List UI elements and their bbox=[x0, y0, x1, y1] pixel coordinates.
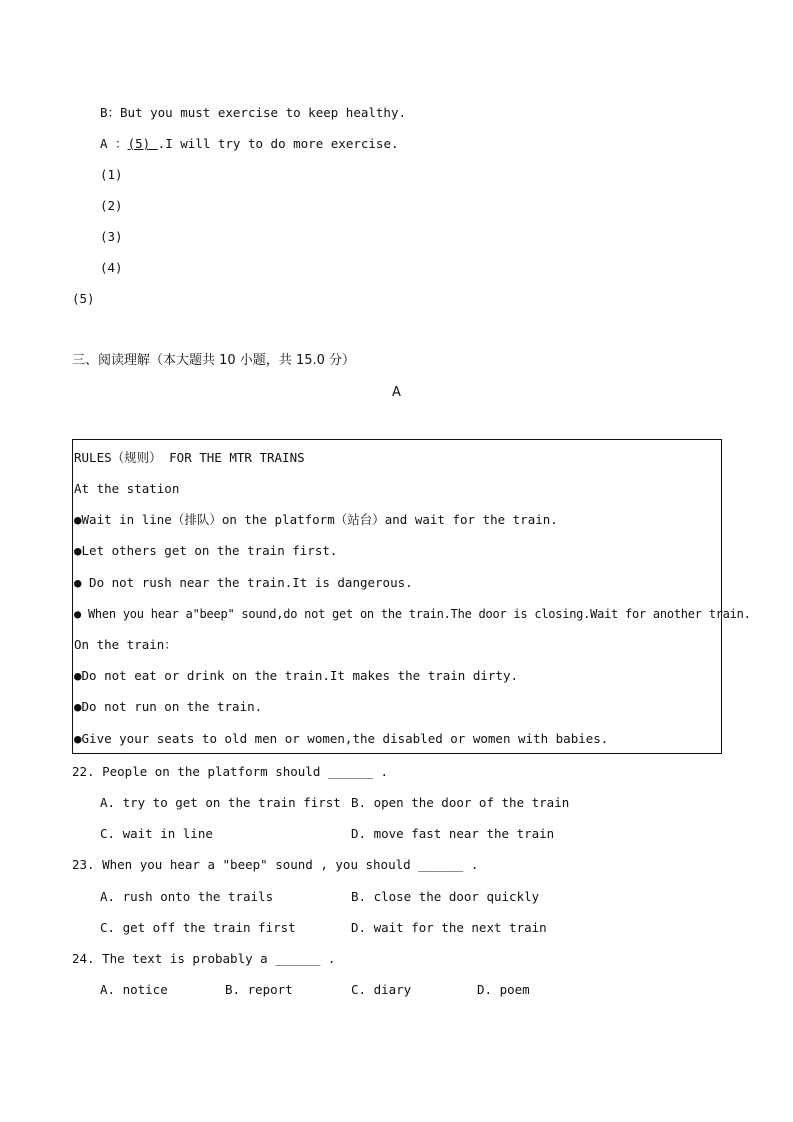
question-22-option-d: D. move fast near the train bbox=[351, 826, 555, 841]
train-rule: ●Do not run on the train. bbox=[74, 699, 263, 714]
question-23-option-a: A. rush onto the trails bbox=[100, 889, 274, 904]
station-rule: ●Let others get on the train first. bbox=[74, 543, 338, 558]
question-24-option-d: D. poem bbox=[477, 982, 530, 997]
dialogue-line-b: B：But you must exercise to keep healthy. bbox=[100, 105, 406, 120]
rules-box bbox=[72, 439, 751, 754]
answer-slot-5: (5) bbox=[72, 291, 95, 306]
section-heading: 三、阅读理解（本大题共 10 小题，共 15.0 分） bbox=[72, 353, 356, 368]
answer-slot-2: (2) bbox=[100, 198, 123, 213]
dialogue-line-a bbox=[100, 136, 399, 152]
dialogue-line-a-text: .I will try to do more exercise. bbox=[157, 136, 399, 151]
question-22-option-c: C. wait in line bbox=[100, 826, 213, 841]
train-heading: On the train： bbox=[74, 637, 177, 652]
question-23-option-d: D. wait for the next train bbox=[351, 920, 547, 935]
question-23-stem: 23. When you hear a "beep" sound , you should ______ . bbox=[72, 857, 479, 872]
question-23-option-c: C. get off the train first bbox=[100, 920, 296, 935]
station-heading: At the station bbox=[74, 481, 180, 496]
train-rule: ●Do not eat or drink on the train.It makes the train dirty. bbox=[74, 668, 519, 683]
question-24-option-b: B. report bbox=[225, 982, 293, 997]
question-22-option-b: B. open the door of the train bbox=[351, 795, 570, 810]
question-22-option-a: A. try to get on the train first bbox=[100, 795, 341, 810]
question-24-option-c: C. diary bbox=[351, 982, 412, 997]
answer-slot-4: (4) bbox=[100, 260, 123, 275]
station-rule: ●Wait in line（排队）on the platform（站台）and wait for the train. bbox=[74, 512, 558, 527]
dialogue-blank-5: (5) bbox=[127, 136, 158, 151]
answer-slot-1: (1) bbox=[100, 167, 123, 182]
rules-title: RULES（规则） FOR THE MTR TRAINS bbox=[74, 450, 305, 465]
question-23-option-b: B. close the door quickly bbox=[351, 889, 540, 904]
train-rule: ●Give your seats to old men or women,the disabled or women with babies. bbox=[74, 731, 609, 746]
dialogue-line-a-speaker: A ： bbox=[100, 136, 128, 151]
answer-slot-3: (3) bbox=[100, 229, 123, 244]
passage-letter: A bbox=[392, 385, 401, 400]
question-22-stem: 22. People on the platform should ______ . bbox=[72, 764, 389, 779]
station-rule: ● When you hear a"beep" sound,do not get on the train.The door is closing.Wait for another train. bbox=[74, 607, 751, 621]
station-rule: ● Do not rush near the train.It is dangerous. bbox=[74, 575, 413, 590]
question-24-stem: 24. The text is probably a ______ . bbox=[72, 951, 336, 966]
question-24-option-a: A. notice bbox=[100, 982, 168, 997]
